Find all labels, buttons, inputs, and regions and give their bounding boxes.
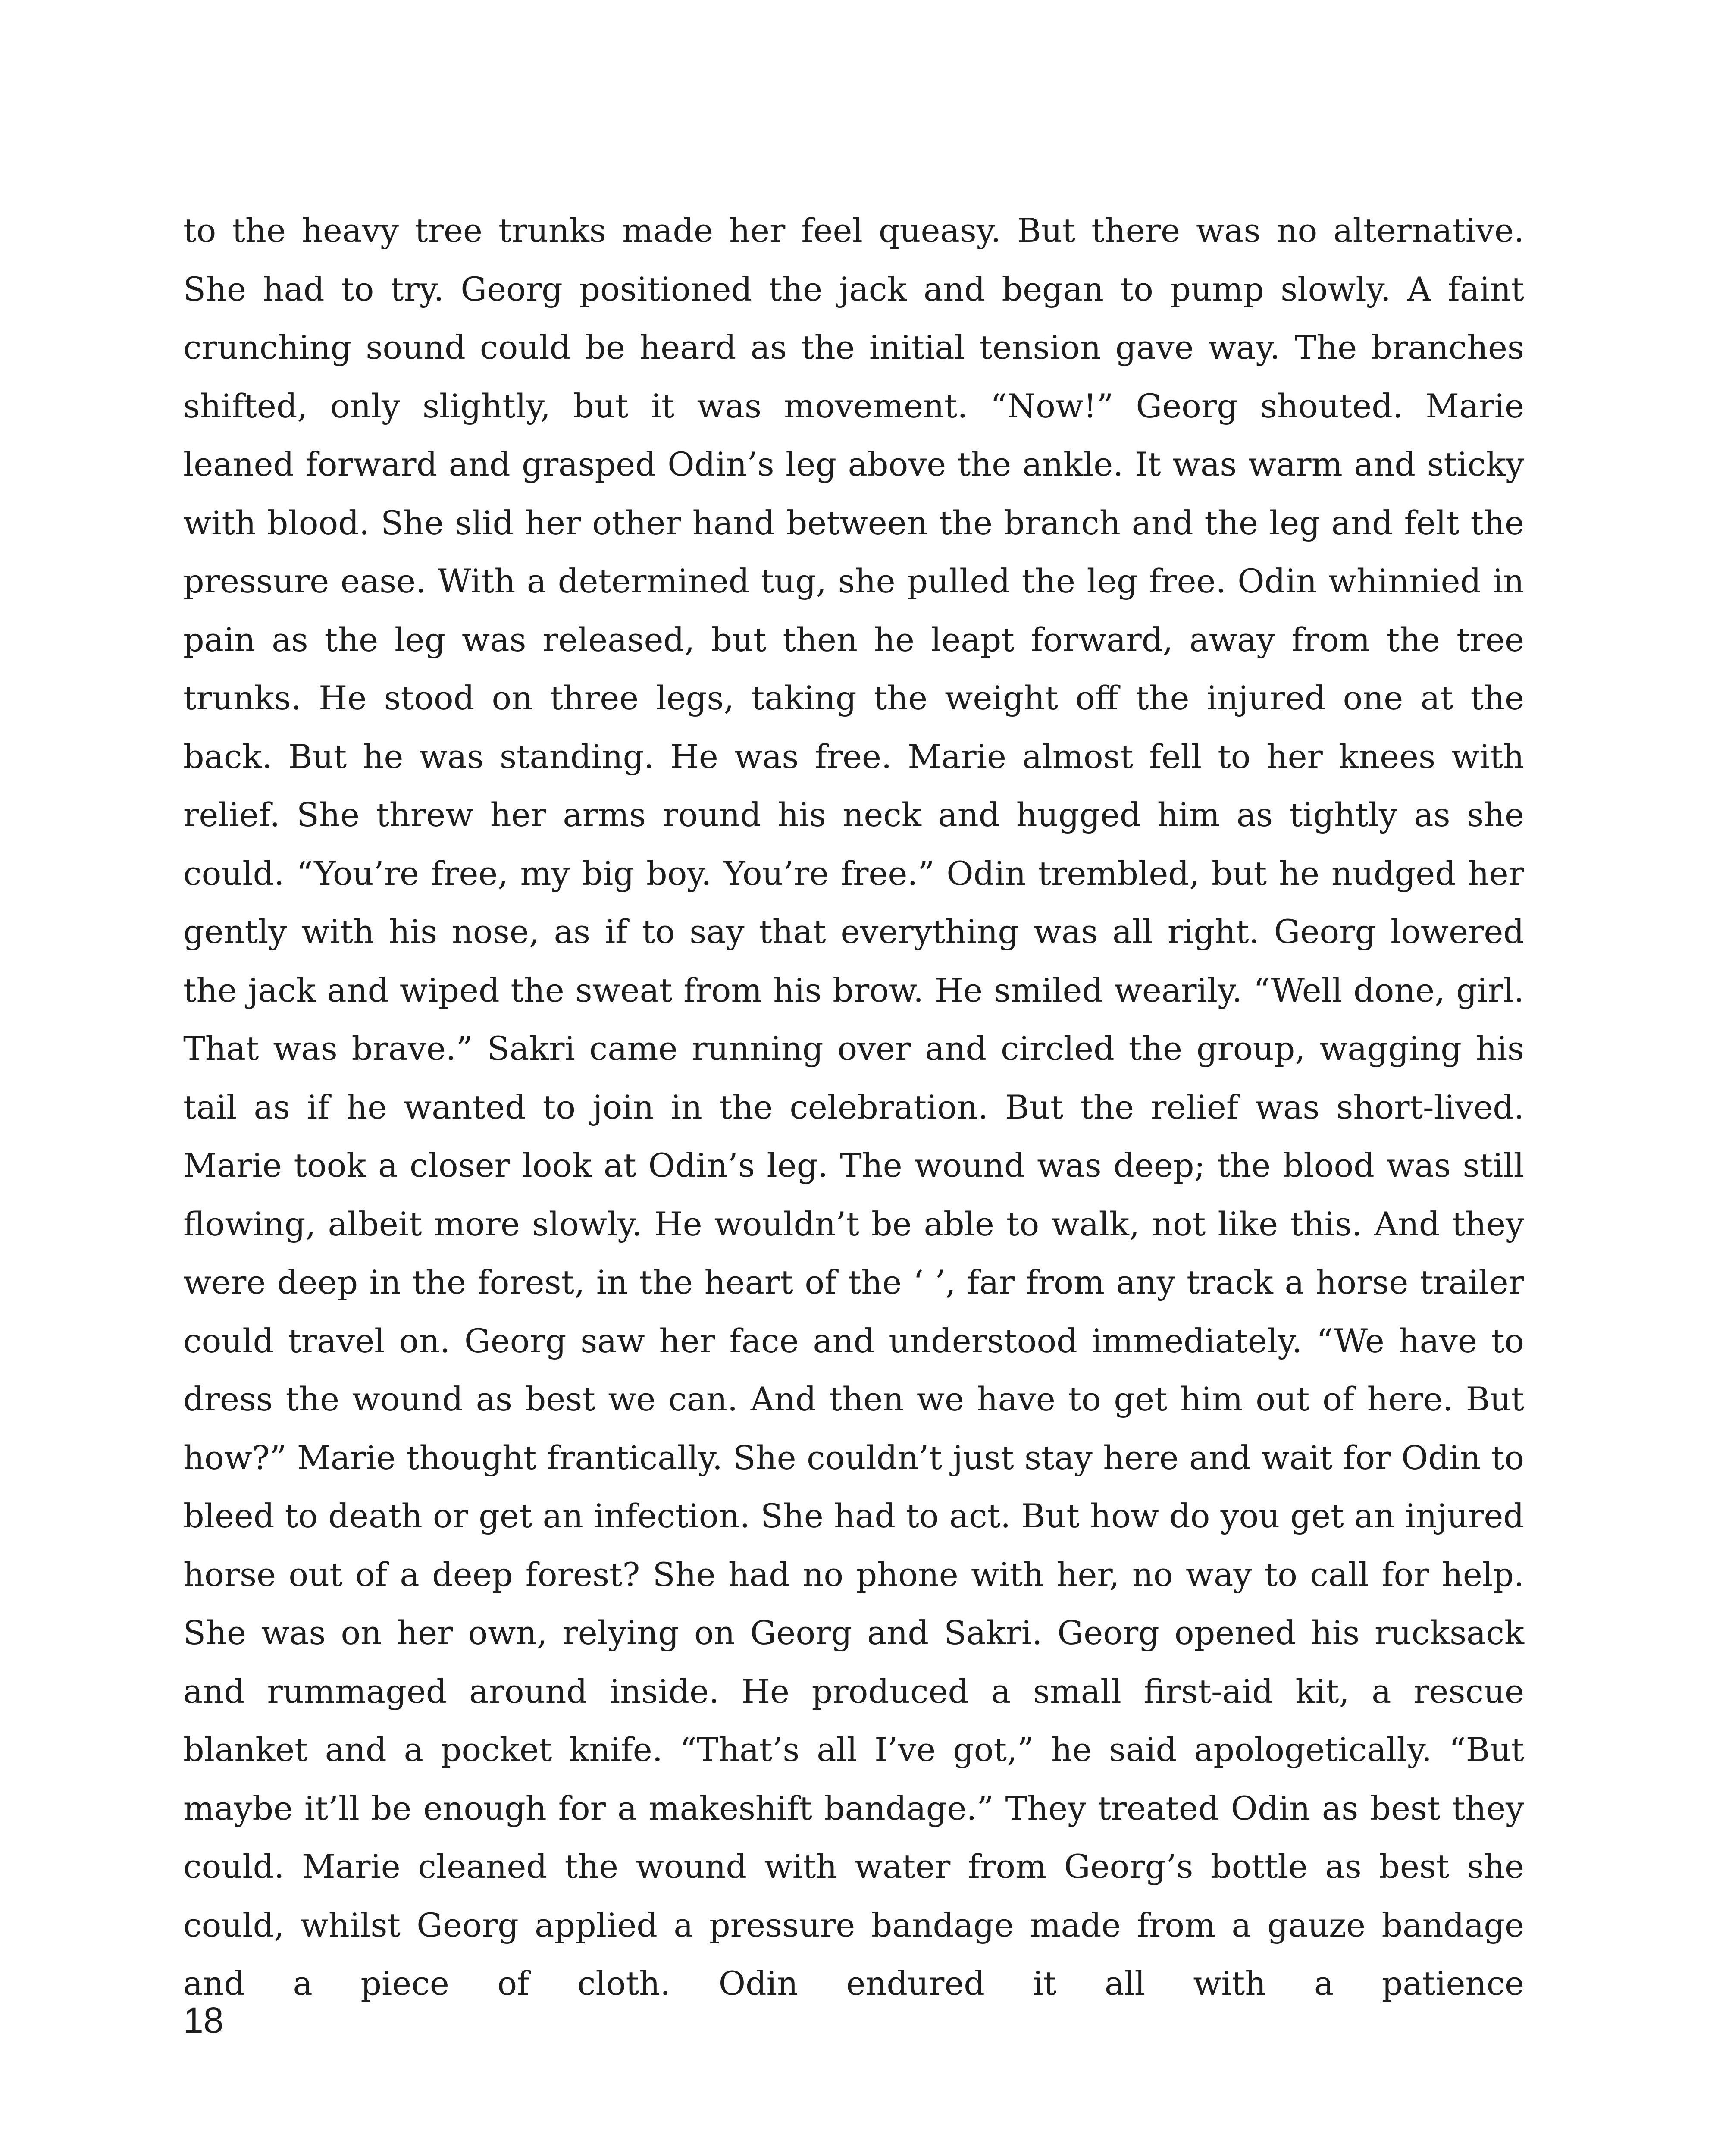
page-number: 18 — [183, 2000, 224, 2040]
body-paragraph: to the heavy tree trunks made her feel queasy. But there was no alternative. She had to try. Georg positioned the jack and began to pump slowly. A faint crunching sound could be heard as the initial tension gave way. The branches shifted, only slightly, but it was movement. “Now!” Georg shouted. Marie leaned forward and grasped Odin’s leg above the ankle. It was warm and sticky with blood. She slid her other hand between the branch and the leg and felt the pressure ease. With a determined tug, she pulled the leg free. Odin whinnied in pain as the leg was released, but then he leapt forward, away from the tree trunks. He stood on three legs, taking the weight off the injured one at the back. But he was standing. He was free. Marie almost fell to her knees with relief. She threw her arms round his neck and hugged him as tightly as she could. “You’re free, my big boy. You’re free.” Odin trembled, but he nudged her gently with his nose, as if to say that everything was all right. Georg lowered the jack and wiped the sweat from his brow. He smiled wearily. “Well done, girl. That was brave.” Sakri came running over and circled the group, wagging his tail as if he wanted to join in the celebration. But the relief was short-lived. Marie took a closer look at Odin’s leg. The wound was deep; the blood was still flowing, albeit more slowly. He wouldn’t be able to walk, not like this. And they were deep in the forest, in the heart of the ‘ ’, far from any track a horse trailer could travel on. Georg saw her face and understood immediately. “We have to dress the wound as best we can. And then we have to get him out of here. But how?” Marie thought frantically. She couldn’t just stay here and wait for Odin to bleed to death or get an infection. She had to act. But how do you get an injured horse out of a deep forest? She had no phone with her, no way to call for help. She was on her own, relying on Georg and Sakri. Georg opened his rucksack and rummaged around inside. He produced a small first-aid kit, a rescue blanket and a pocket knife. “That’s all I’ve got,” he said apologetically. “But maybe it’ll be enough for a makeshift bandage.” They treated Odin as best they could. Marie cleaned the wound with water from Georg’s bottle as best she could, whilst Georg applied a pressure bandage made from a gauze bandage and a piece of cloth. Odin endured it all with a patience — [183, 211, 1524, 2002]
